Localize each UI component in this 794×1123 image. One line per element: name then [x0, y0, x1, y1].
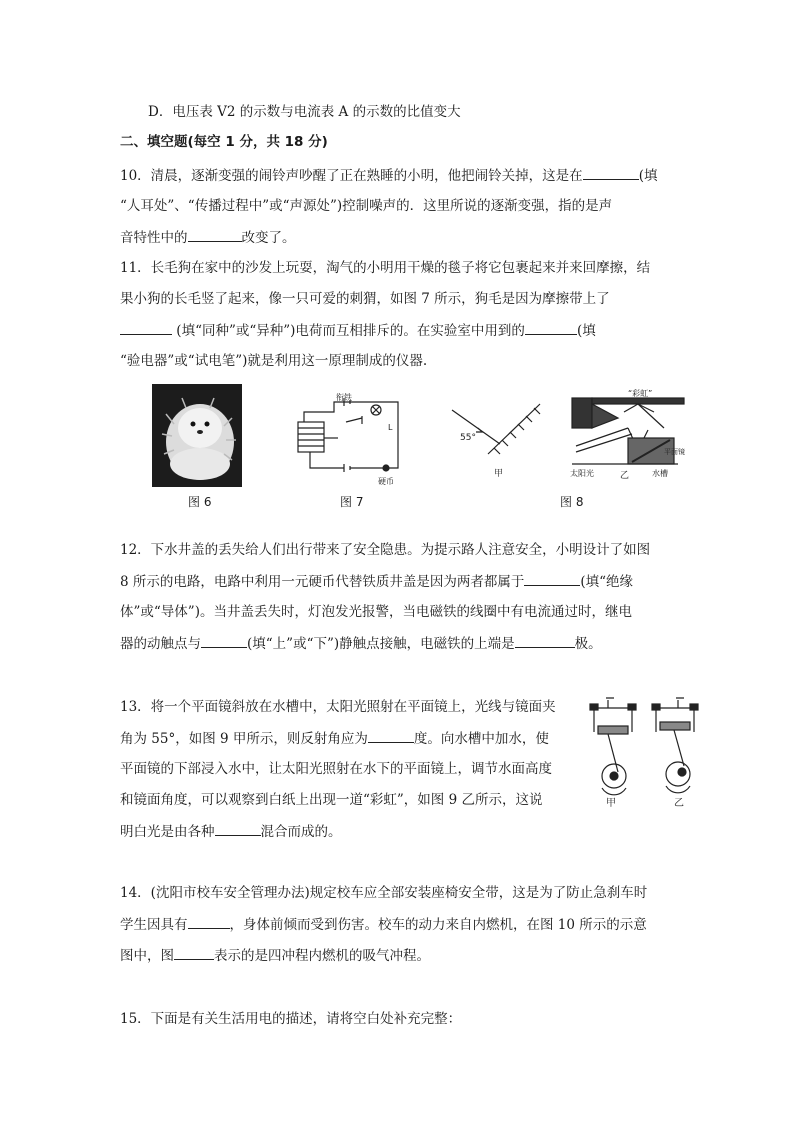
q11-line-1: 11．长毛狗在家中的沙发上玩耍，淘气的小明用干燥的毯子将它包裹起来并来回摩擦，结: [120, 260, 651, 276]
q14-line-3: [120, 945, 430, 966]
figure-7-lamp-label: L: [388, 423, 393, 432]
figure-8-mirror-label: 平面镜: [664, 448, 685, 456]
figure-6-dog-photo: [152, 384, 242, 487]
q12-text: (填“绝缘: [580, 574, 634, 590]
q12-blank-1[interactable]: [524, 571, 580, 586]
q14-text: 表示的是四冲程内燃机的吸气冲程。: [214, 948, 430, 964]
figure-8-tank-label: 水槽: [652, 469, 668, 478]
q10-text: 改变了。: [241, 230, 296, 246]
q12-text: 极。: [574, 636, 602, 652]
q12-line-2: [120, 571, 633, 592]
q14-line-1: 14．(沈阳市校车安全管理办法)规定校车应全部安装座椅安全带，这是为了防止急刹车时: [120, 885, 648, 901]
figure-8-rainbow-label: “彩虹”: [628, 389, 653, 398]
q11-line-2: 果小狗的长毛竖了起来，像一只可爱的刺猬，如图 7 所示，狗毛是因为摩擦带上了: [120, 291, 610, 307]
section-heading: 二、填空题(每空 1 分，共 18 分): [120, 134, 328, 150]
q11-blank-1[interactable]: [120, 320, 172, 335]
q14-text: ，身体前倾而受到伤害。校车的动力来自内燃机，在图 10 所示的示意: [229, 917, 647, 933]
q12-blank-2[interactable]: [201, 633, 247, 648]
q12-line-3: 体”或“导体”)。当井盖丢失时，灯泡发光报警，当电磁铁的线圈中有电流通过时，继电: [120, 604, 632, 620]
q12-blank-3[interactable]: [515, 633, 575, 648]
q10-line-1: [120, 165, 657, 186]
q13-blank-2[interactable]: [215, 821, 261, 836]
q14-text: 图中，图: [120, 948, 174, 964]
figure-7-coin-label: 硬币: [378, 477, 394, 486]
q13-text: 明白光是由各种: [120, 824, 215, 840]
q13-text: 度。向水槽中加水，使: [413, 731, 549, 747]
q12-line-1: 12．下水井盖的丢失给人们出行带来了安全隐患。为提示路人注意安全，小明设计了如图: [120, 542, 651, 558]
figure-8-mirror-diagram: [448, 392, 548, 482]
q11-line-4: “验电器”或“试电笔”)就是利用这一原理制成的仪器.: [120, 353, 428, 369]
figure-10-yi-label: 乙: [674, 798, 684, 809]
q14-blank-2[interactable]: [174, 945, 214, 960]
q13-line-5: [120, 821, 342, 842]
q13-text: 混合而成的。: [260, 824, 342, 840]
q12-text: (填“上”或“下”)静触点接触，电磁铁的上端是: [247, 636, 515, 652]
figure-7-iron-label: 衔铁: [336, 393, 352, 402]
q12-line-4: [120, 633, 602, 654]
q13-line-1: 13．将一个平面镜斜放在水槽中，太阳光照射在平面镜上，光线与镜面夹: [120, 699, 556, 715]
figure-10-engine-diagram: [584, 696, 712, 810]
q14-line-2: [120, 914, 647, 935]
figure-8-yi-label: 乙: [620, 471, 630, 481]
q13-text: 角为 55°，如图 9 甲所示，则反射角应为: [120, 731, 368, 747]
q10-line-2: “人耳处”、“传播过程中”或“声源处”)控制噪声的．这里所说的逐渐变强，指的是声: [120, 198, 613, 214]
q11-blank-2[interactable]: [525, 320, 577, 335]
q10-blank-2[interactable]: [188, 227, 242, 242]
figure-8-caption: 图 8: [560, 495, 584, 509]
figure-8-angle-label: 55°: [460, 433, 476, 443]
q12-text: 8 所示的电路，电路中利用一元硬币代替铁质井盖是因为两者都属于: [120, 574, 525, 590]
figure-6-caption: 图 6: [188, 495, 212, 509]
option-d: D．电压表 V2 的示数与电流表 A 的示数的比值变大: [148, 104, 461, 120]
q10-blank-1[interactable]: [583, 165, 639, 180]
figure-7-circuit: [286, 388, 406, 488]
q11-line-3: [120, 320, 596, 341]
q11-text: (填: [576, 323, 596, 339]
q12-text: 器的动触点与: [120, 636, 201, 652]
q14-text: 学生因具有: [120, 917, 188, 933]
q15-line-1: 15．下面是有关生活用电的描述，请将空白处补充完整：: [120, 1011, 462, 1027]
q13-line-3: 平面镜的下部浸入水中，让太阳光照射在水下的平面镜上，调节水面高度: [120, 761, 552, 777]
q10-line-3: [120, 227, 296, 248]
figure-8-rainbow-diagram: [568, 388, 694, 484]
figure-8-jia-label: 甲: [494, 469, 504, 479]
q10-text: (填: [638, 168, 658, 184]
q13-line-4: 和镜面角度，可以观察到白纸上出现一道“彩虹”，如图 9 乙所示，这说: [120, 792, 543, 808]
figure-7-caption: 图 7: [340, 495, 364, 509]
q10-text: 音特性中的: [120, 230, 188, 246]
q13-blank-1[interactable]: [368, 728, 414, 743]
figure-10-jia-label: 甲: [606, 798, 616, 809]
q14-blank-1[interactable]: [188, 914, 230, 929]
q10-text: 10．清晨，逐渐变强的闹铃声吵醒了正在熟睡的小明，他把闹铃关掉，这是在: [120, 168, 583, 184]
figure-8-sun-label: 太阳光: [570, 469, 594, 478]
q13-line-2: [120, 728, 549, 749]
q11-text: (填“同种”或“异种”)电荷而互相排斥的。在实验室中用到的: [176, 323, 525, 339]
